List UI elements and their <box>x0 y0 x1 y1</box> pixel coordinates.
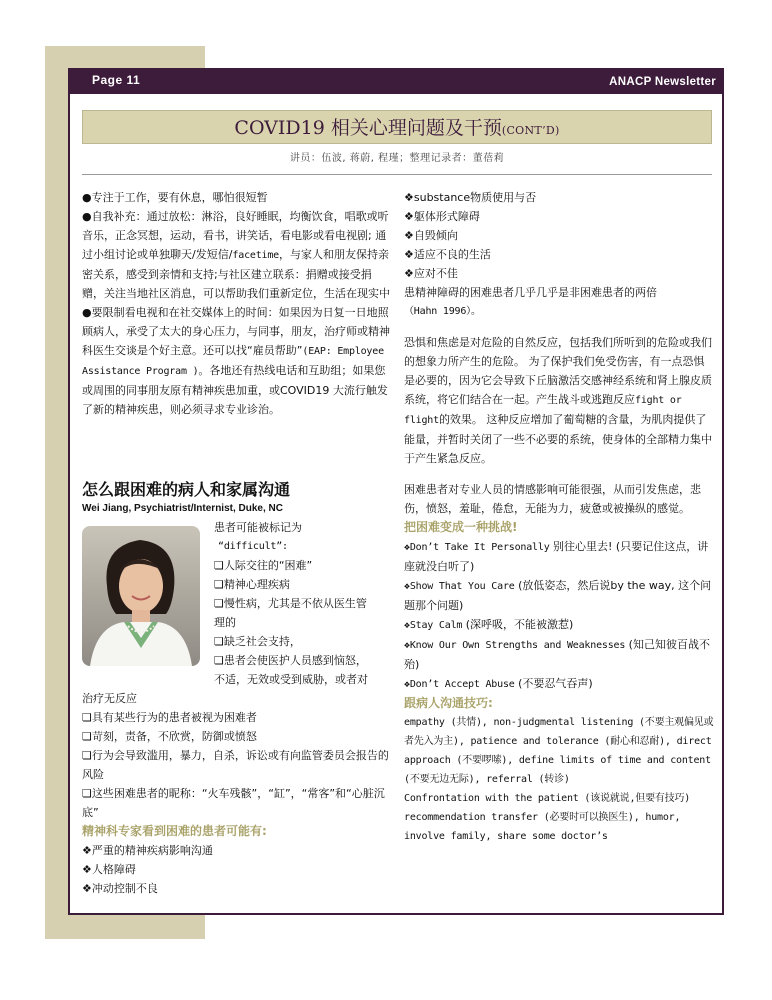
paragraph-fear: 恐惧和焦虑是对危险的自然反应，包括我们所听到的危险或我们的想象力所产生的危险。 为了保护我们免受伤害，有一点恐惧是必要的，因为它会导致下丘脑激活交感神经系统和肾上腺皮质系统，将它们结合在一起。产生战斗或逃跑反应fight or flight的效果。 这种反应增加了葡萄糖的含量，为肌肉提供了能量，并暂时关闭了一些不必要的系统，使身体的全部精力集中于产生紧急反应。 <box>404 336 712 465</box>
tip-item: ❖Don’t Accept Abuse (不要忍气吞声) <box>404 677 593 690</box>
bullet-item: ❖适应不良的生活 <box>404 248 491 261</box>
list-item: ❏行为会导致滥用，暴力，自杀，诉讼或有向监管委员会报告的风险 <box>82 749 389 781</box>
subheading-challenge: 把困难变成一种挑战! <box>404 520 518 534</box>
newsletter-name: ANACP Newsletter <box>609 76 716 88</box>
article-title-box <box>82 110 712 144</box>
tip-item: ❖Stay Calm (深呼吸，不能被激惹) <box>404 618 574 631</box>
list-item-continued: 不适，无效或受到威胁，或者对 <box>214 673 368 686</box>
list-intro: 患者可能被标记为 <box>214 521 302 534</box>
skills-paragraph: empathy (共情), non-judgmental listening (不要主观偏见或者先入为主), patience and tolerance (耐心和忍耐), direct approach (不要啰嗦), define limits of time and content (不要无边无际), referral (转诊) <box>404 717 714 785</box>
list-item: ❏人际交往的“困难” <box>214 559 313 572</box>
section-heading-block <box>82 480 402 517</box>
left-column-bottom <box>82 689 394 898</box>
paragraph-focus-work: ●专注于工作，要有休息，哪怕很短暂 <box>82 191 268 204</box>
tip-item: ❖Know Our Own Strengths and Weaknesses (知己知彼百战不殆) <box>404 638 710 671</box>
bullet-item: ❖严重的精神疾病影响沟通 <box>82 844 213 857</box>
bullet-item: ❖自毁倾向 <box>404 229 458 242</box>
tip-item: ❖Don’t Take It Personally 别往心里去! (只要记住这点，讲座就没白听了) <box>404 540 709 573</box>
header-bar <box>68 68 724 94</box>
paragraph-emotion: 困难患者对专业人员的情感影响可能很强，从而引发焦虑，悲伤，愤怒，羞耻，倦怠，无能为力，疲惫或被操纵的感觉。 <box>404 483 701 515</box>
list-item: ❏慢性病，尤其是不依从医生管 <box>214 597 367 610</box>
list-item: ❏苛刻，责备，不欣赏，防御或愤怒 <box>82 730 257 743</box>
article-title: COVID19 相关心理问题及干预(CONT’D) <box>234 117 560 139</box>
list-item: ❏精神心理疾病 <box>214 578 290 591</box>
list-item: ❏具有某些行为的患者被视为困难者 <box>82 711 257 724</box>
list-item-continued: 理的 <box>214 616 236 629</box>
subheading-skills: 跟病人沟通技巧: <box>404 696 493 710</box>
list-item: ❏患者会使医护人员感到恼怒， <box>214 654 367 667</box>
author-photo <box>82 526 200 666</box>
bullet-item: ❖substance物质使用与否 <box>404 191 537 204</box>
list-item: ❏这些困难患者的昵称：“火车残骸”，“缸”，“常客”和“心脏沉底” <box>82 787 385 819</box>
citation: （Hahn 1996）。 <box>404 306 481 317</box>
bullet-item: ❖人格障碍 <box>82 863 136 876</box>
portrait-image <box>82 526 200 666</box>
decorative-tan-bar-top <box>45 46 205 68</box>
bullet-item: ❖躯体形式障碍 <box>404 210 480 223</box>
subheading-specialist: 精神科专家看到困难的患者可能有: <box>82 824 267 838</box>
paragraph-self-care: ●自我补充：通过放松：淋浴，良好睡眠，均衡饮食，唱歌或听音乐，正念冥想，运动，看书，讲笑话，看电影或看电视剧; 通过小组讨论或单独聊天/发短信/facetime，与家人和朋友保持亲密关系，感受到亲情和支持;与社区建立联系：捐赠或接受捐赠，关注当地社区消息，可以帮助我们重新定位，生活在现实中 <box>82 210 390 300</box>
page-number: Page 11 <box>92 73 141 87</box>
difficult-patient-list-wrap <box>214 518 394 689</box>
tip-item: ❖Show That You Care (放低姿态，然后说by the way, 这个问题那个问题) <box>404 579 712 612</box>
paragraph-double-rate: 患精神障碍的困难患者几乎几乎是非困难患者的两倍 <box>404 286 657 299</box>
paragraph-limit-tv: ●要限制看电视和在社交媒体上的时间：如果因为日复一日地照顾病人，承受了太大的身心压力，与同事，朋友，治疗师或精神科医生交谈是个好主意。还可以找“雇员帮助”(EAP: Employee Assistance Program )。各地还有热线电话和互助组；如果您或周围的同事朋友原有精神疾患加重，或COVID19 大流行触发了新的精神疾患，则必须寻求专业诊治。 <box>82 306 390 416</box>
skills-paragraph-2: Confrontation with the patient (该说就说,但要有技巧) recommendation transfer (必要时可以换医生), humor, involve family, share some doctor’s <box>404 793 691 842</box>
authors-line: 讲员：伍波, 蒋蔚, 程瑾；整理记录者：董蓓莉 <box>82 144 712 175</box>
list-item: ❏缺乏社会支持， <box>214 635 301 648</box>
decorative-tan-bar-bottom <box>45 915 205 939</box>
list-item-continued: 治疗无反应 <box>82 692 137 705</box>
section-title: 怎么跟困难的病人和家属沟通 <box>82 480 291 499</box>
right-column <box>404 188 714 846</box>
section-byline: Wei Jiang, Psychiatrist/Internist, Duke, NC <box>82 503 283 514</box>
decorative-tan-bar-left <box>45 46 68 939</box>
bullet-item: ❖应对不佳 <box>404 267 458 280</box>
bullet-item: ❖冲动控制不良 <box>82 882 158 895</box>
difficult-label: “difficult”: <box>218 541 288 552</box>
left-column-top <box>82 188 392 419</box>
